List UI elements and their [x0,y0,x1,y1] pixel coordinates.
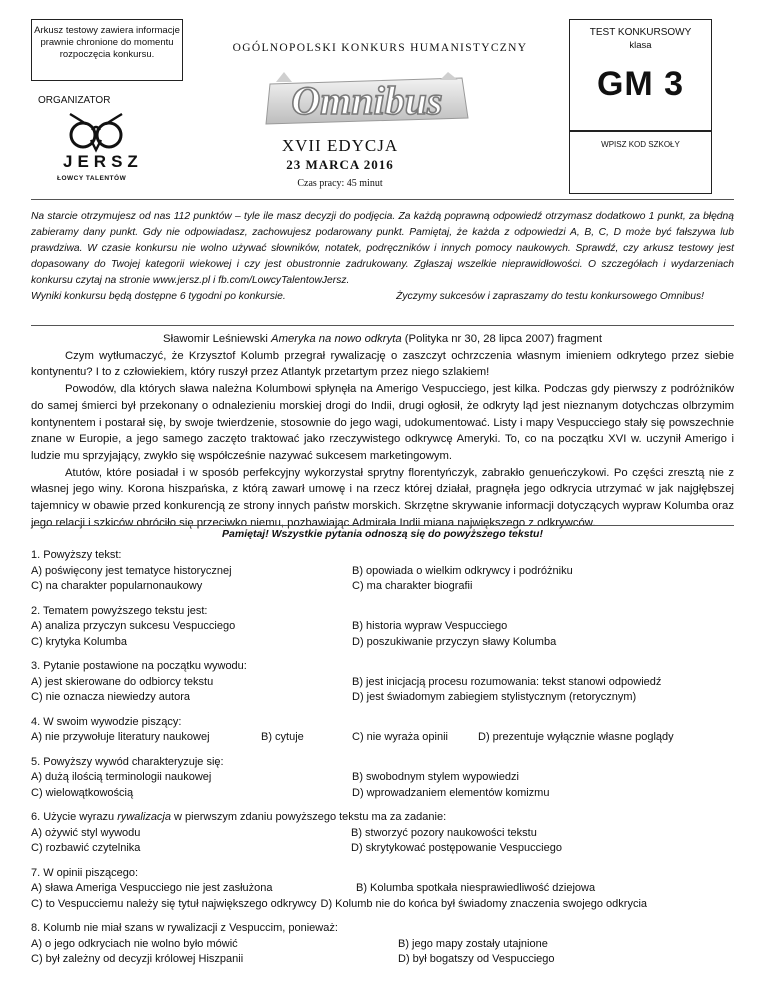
question-text [31,810,741,826]
question-text-start: 6. Użycie wyrazu [31,811,118,823]
divider [31,525,734,526]
omnibus-logo [262,70,472,132]
test-label: TEST KONKURSOWY [589,27,692,38]
answer-c[interactable]: C) nie wyraża opinii [352,731,448,743]
remember-note: Pamiętaj! Wszystkie pytania odnoszą się do powyższego tekstu! [222,528,543,540]
question-text: 7. W opinii piszącego: [31,866,138,879]
question-text: 2. Tematem powyższego tekstu jest: [31,604,208,617]
answer-c[interactable]: C) na charakter popularnonaukowy [31,580,203,592]
question-text: 3. Pytanie postawione na początku wywodu: [31,660,247,672]
answer-b[interactable]: B) jest inicjacją procesu rozumowania: tekst stanowi odpowiedź [352,675,662,688]
passage-author: Sławomir Leśniewski [163,333,268,345]
answer-a[interactable]: A) poświęcony jest tematyce historycznej [31,564,232,577]
answer-d[interactable]: D) skrytykować postępowanie Vespucciego [351,842,562,854]
passage-citation: (Polityka nr 30, 28 lipca 2007) fragment [404,333,602,345]
owl-glasses-icon [64,110,128,154]
question-4 [31,715,741,746]
answer-b[interactable]: B) historia wypraw Vespucciego [352,620,508,632]
edition-label: XVII EDYCJA [281,136,399,155]
answer-a[interactable]: A) o jego odkryciach nie wolno było mówić [31,937,238,950]
time-limit: Czas pracy: 45 minut [297,178,383,189]
answer-b[interactable]: B) jego mapy zostały utajnione [398,937,548,950]
passage-paragraph: Atutów, które posiadał i w sposób perfekcyjny wykorzystał sprytny florentyńczyk, zabrakło genueńczykowi. Po części zresztą nie z własnej jego winy. Korona hiszpańska, z którą zawarł umowę i na rzecz której działał, pragnęła jego odkrycia utrzymać w jak najgłębszej tajemnicy w obawie przed konkurencją ze strony innych państw morskich. Skrzętne skrywanie informacji dotyczących wypraw Kolumba oraz jego relacji i szkiców obróciło się przeciwko niemu, pozbawiając Admirała Indii miana największego z odkrywców. [31,466,734,529]
question-text: 1. Powyższy tekst: [31,549,122,561]
question-text: 4. W swoim wywodzie piszący: [31,715,182,728]
answer-a[interactable]: A) dużą ilością terminologii naukowej [31,771,212,783]
answer-a[interactable]: A) analiza przyczyn sukcesu Vespucciego [31,620,236,632]
answer-a[interactable]: A) sława Ameriga Vespucciego nie jest zasłużona [31,882,273,894]
class-label: klasa [629,40,652,51]
question-8 [31,921,741,968]
answer-b[interactable]: B) Kolumba spotkała niesprawiedliwość dziejowa [356,882,596,894]
question-6 [31,810,741,857]
answer-c[interactable]: C) to Vespucciemu należy się tytuł największego odkrywcy [31,897,317,910]
school-code-box[interactable] [569,131,712,194]
answer-c[interactable]: C) był zależny od decyzji królowej Hiszpanii [31,953,244,965]
test-class-box [569,19,712,131]
question-5 [31,755,741,802]
answer-b[interactable]: B) cytuje [261,731,304,743]
answer-b[interactable]: B) opowiada o wielkim odkrywcy i podróżniku [352,564,573,577]
questions [31,548,741,977]
passage-title: Ameryka na nowo odkryta [271,333,402,345]
question-7 [31,866,741,913]
instructions [31,209,734,305]
school-code-label: WPISZ KOD SZKOŁY [601,140,680,149]
results-info: Wyniki konkursu będą dostępne 6 tygodni po konkursie. [31,291,286,302]
question-text: 5. Powyższy wywód charakteryzuje się: [31,755,224,768]
contest-date: 23 MARCA 2016 [286,157,394,172]
question-2 [31,604,741,651]
passage-paragraph: Powodów, dla których sława należna Kolumbowi spłynęła na Amerigo Vespucciego, jest kilka. Podczas gdy pierwszy z podróżników do samej śmierci był przekonany o odnalezieniu morskiej drogi do Indii, drugi ogłosił, że odkryty ląd jest nieznanym dotychczas olbrzymim kontynentem i postarał się, by swoje twierdzenie, stosownie do jego wagi, udokumentować. Listy i mapy Vespucciego stały się powszechnie znane w Europie, a jego samego zaczęto traktować jako rzeczywistego odkrywcę Ameryki. To, co na początku XVI w. uczynił Amerigo i ludzie mu sprzyjający, zwykło się współcześnie nazywać sukcesem marketingowym. [31,383,734,462]
answer-b[interactable]: B) stworzyć pozory naukowości tekstu [351,826,537,839]
organizer-name: JERSZ [63,152,143,171]
confidentiality-notice [31,19,183,81]
class-code: GM 3 [596,65,685,103]
answer-a[interactable]: A) jest skierowane do odbiorcy tekstu [31,675,214,688]
question-1 [31,548,741,595]
answer-d[interactable]: D) jest świadomym zabiegiem stylistycznym (retorycznym) [352,691,637,703]
answer-d[interactable]: D) Kolumb nie do końca był świadomy znaczenia swojego odkrycia [320,897,648,910]
organizer-label: ORGANIZATOR [38,95,111,106]
logo-word: Omnibus [291,78,443,123]
passage-source [31,331,734,348]
contest-title: OGÓLNOPOLSKI KONKURS HUMANISTYCZNY [232,42,528,54]
answer-b[interactable]: B) swobodnym stylem wypowiedzi [352,771,519,783]
answer-c[interactable]: C) wielowątkowością [31,786,134,799]
answer-d[interactable]: D) prezentuje wyłącznie własne poglądy [478,731,674,743]
divider [31,199,734,200]
question-text-end: w pierwszym zdaniu powyższego tekstu ma za zadanie: [171,811,447,823]
answer-c[interactable]: C) nie oznacza niewiedzy autora [31,691,190,703]
question-3 [31,659,741,706]
answer-d[interactable]: C) ma charakter biografii [352,580,473,592]
notice-text: Arkusz testowy zawiera informacje prawnie chronione do momentu rozpoczęcia konkursu. [34,25,180,60]
passage-paragraph: Czym wytłumaczyć, że Krzysztof Kolumb przegrał rywalizację o zaszczyt ochrzczenia własnym imieniem odkrytego przez siebie kontynentu? I to z człowiekiem, który ruszył przez Atlantyk przetartym przez niego szlakiem! [31,349,734,379]
organizer-sub: ŁOWCY TALENTÓW [57,175,127,182]
answer-d[interactable]: D) wprowadzaniem elementów komizmu [352,786,550,799]
good-luck-wish: Życzymy sukcesów i zapraszamy do testu konkursowego Omnibus! [396,291,704,302]
answer-c[interactable]: C) krytyka Kolumba [31,635,127,648]
answer-d[interactable]: D) był bogatszy od Vespucciego [398,953,555,965]
answer-a[interactable]: A) nie przywołuje literatury naukowej [31,731,210,743]
instructions-body: Na starcie otrzymujesz od nas 112 punktów – tyle ile masz decyzji do podjęcia. Za każdą poprawną odpowiedź otrzymasz dodatkowo 1 punkt, za błędną zabieramy dany punkt. Gdy nie odpowiadasz, zachowujesz podarowany punkt. Pamiętaj, że każda z odpowiedzi A, B, C, D może być fałszywa lub prawdziwa. W czasie konkursu nie wolno używać słowników, notatek, podręczników i innych pomocy naukowych. Sprawdź, czy arkusz testowy jest dopasowany do Twojej kategorii wiekowej i czy jest obustronnie zadrukowany. Zgłaszaj wszelkie nieprawidłowości. O szczegółach i wydarzeniach konkursu czytaj na stronie www.jersz.pl i fb.com/LowcyTalentowJersz. [31,211,734,286]
question-text: 8. Kolumb nie miał szans w rywalizacji z Vespuccim, ponieważ: [31,922,338,934]
reading-passage [31,331,734,531]
answer-a[interactable]: A) ożywić styl wywodu [31,826,141,839]
question-emphasis: rywalizacja [117,811,171,823]
answer-c[interactable]: C) rozbawić czytelnika [31,842,141,854]
answer-d[interactable]: D) poszukiwanie przyczyn sławy Kolumba [352,635,557,648]
divider [31,325,734,326]
